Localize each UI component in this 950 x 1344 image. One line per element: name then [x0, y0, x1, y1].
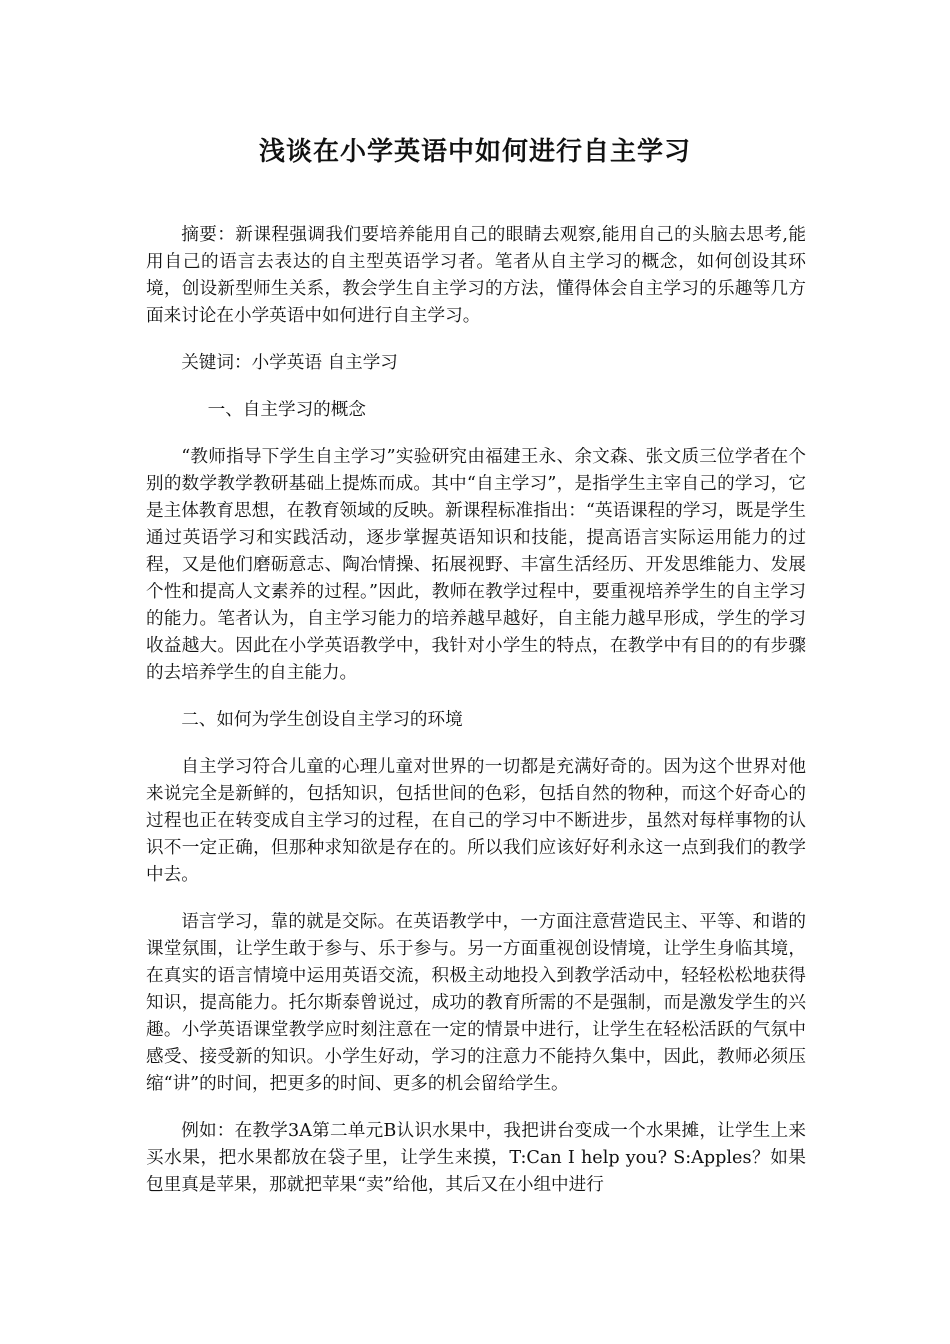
keywords-line: 关键词：小学英语 自主学习 — [181, 353, 398, 373]
section-heading-concept: 一、自主学习的概念 — [207, 400, 366, 420]
document-body — [146, 222, 806, 1219]
section-environment-paragraph-2: 语言学习，靠的就是交际。在英语教学中，一方面注意营造民主、平等、和谐的课堂氛围，让学生敢于参与、乐于参与。另一方面重视创设情境，让学生身临其境，在真实的语言情境中运用英语交流，积极主动地投入到教学活动中，轻轻松松地获得知识，提高能力。托尔斯泰曾说过，成功的教育所需的不是强制，而是激发学生的兴趣。小学英语课堂教学应时刻注意在一定的情景中进行，让学生在轻松活跃的气氛中感受、接受新的知识。小学生好动，学习的注意力不能持久集中，因此，教师必须压缩“讲”的时间，把更多的时间、更多的机会留给学生。 — [146, 912, 806, 1094]
abstract-paragraph: 摘要：新课程强调我们要培养能用自己的眼睛去观察,能用自己的头脑去思考,能用自己的语言去表达的自主型英语学习者。笔者从自主学习的概念，如何创设其环境，创设新型师生关系，教会学生自主学习的方法，懂得体会自主学习的乐趣等几方面来讨论在小学英语中如何进行自主学习。 — [146, 225, 806, 326]
section-heading-environment: 二、如何为学生创设自主学习的环境 — [181, 710, 463, 730]
section-concept-paragraph: “教师指导下学生自主学习”实验研究由福建王永、余文森、张文质三位学者在个别的数学教学教研基础上提炼而成。其中“自主学习”，是指学生主宰自己的学习，它是主体教育思想，在教育领域的反映。新课程标准指出：“英语课程的学习，既是学生通过英语学习和实践活动，逐步掌握英语知识和技能，提高语言实际运用能力的过程，又是他们磨砺意志、陶冶情操、拓展视野、丰富生活经历、开发思维能力、发展个性和提高人文素养的过程。”因此，教师在教学过程中，要重视培养学生的自主学习的能力。笔者认为，自主学习能力的培养越早越好，自主能力越早形成，学生的学习收益越大。因此在小学英语教学中，我针对小学生的特点，在教学中有目的的有步骤的去培养学生的自主能力。 — [146, 447, 806, 683]
section-environment-paragraph-3: 例如：在教学3A第二单元B认识水果中，我把讲台变成一个水果摊，让学生上来买水果，把水果都放在袋子里，让学生来摸，T:Can I help you? S:Apples？如果包里真是苹果，那就把苹果“卖”给他，其后又在小组中进行 — [146, 1121, 806, 1195]
document-title: 浅谈在小学英语中如何进行自主学习 — [258, 137, 691, 167]
section-environment-paragraph-1: 自主学习符合儿童的心理儿童对世界的一切都是充满好奇的。因为这个世界对他来说完全是新鲜的，包括知识，包括世间的色彩，包括自然的物种，而这个好奇心的过程也正在转变成自主学习的过程，在自己的学习中不断进步，虽然对每样事物的认识不一定正确，但那种求知欲是存在的。所以我们应该好好利永这一点到我们的教学中去。 — [146, 757, 806, 885]
